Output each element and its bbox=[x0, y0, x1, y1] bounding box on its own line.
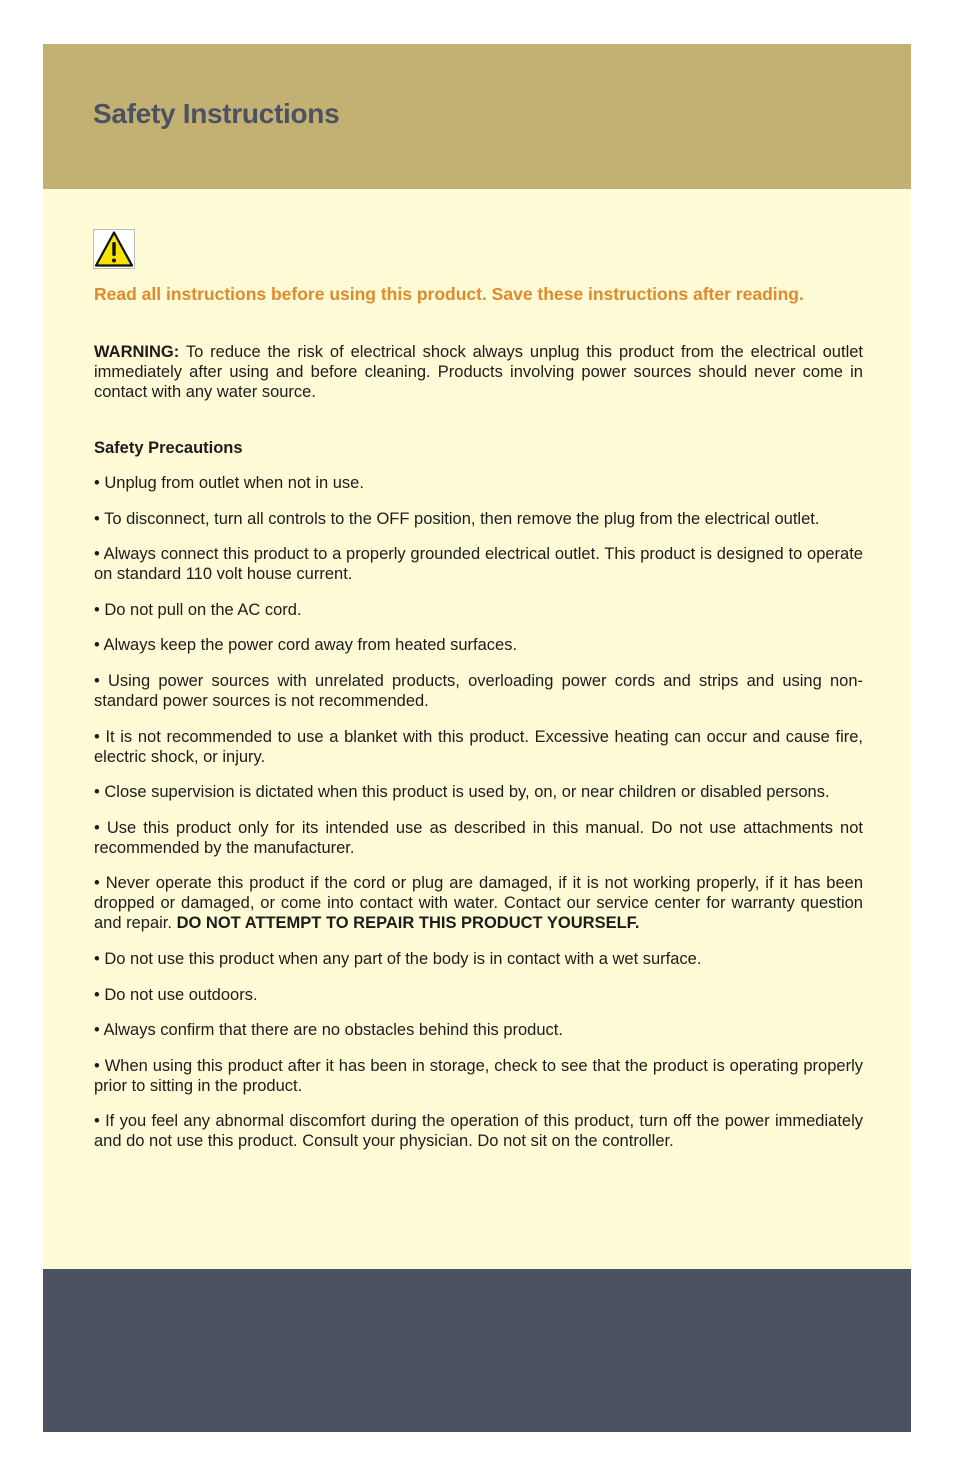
list-item: • To disconnect, turn all controls to the OFF position, then remove the plug from the electrical outlet. bbox=[94, 509, 820, 528]
list-item: • Unplug from outlet when not in use. bbox=[94, 474, 364, 492]
list-item: • If you feel any abnormal discomfort during the operation of this product, turn off the power immediately and do not use this product. Consult your physician. Do not sit on the controller. bbox=[94, 1112, 863, 1151]
list-item: • When using this product after it has been in storage, check to see that the product is operating properly prior to sitting in the product. bbox=[94, 1056, 863, 1095]
list-item: • It is not recommended to use a blanket with this product. Excessive heating can occur and cause fire, electric shock, or injury. bbox=[94, 727, 863, 766]
header-band bbox=[43, 44, 911, 189]
content-area bbox=[94, 229, 863, 1167]
safety-precautions-heading: Safety Precautions bbox=[94, 439, 243, 457]
warning-paragraph bbox=[94, 342, 863, 402]
list-item: • Do not use this product when any part of the body is in contact with a wet surface. bbox=[94, 949, 702, 968]
list-item: • Always confirm that there are no obstacles behind this product. bbox=[94, 1021, 563, 1040]
warning-label: WARNING: bbox=[94, 343, 180, 361]
read-instructions-notice: Read all instructions before using this product. Save these instructions after reading. bbox=[94, 284, 804, 304]
list-item: • Use this product only for its intended use as described in this manual. Do not use attachments not recommended by the manufacturer. bbox=[94, 818, 863, 857]
repair-emphasis: DO NOT ATTEMPT TO REPAIR THIS PRODUCT YOURSELF. bbox=[176, 914, 640, 933]
list-item: • Using power sources with unrelated products, overloading power cords and strips and using non-standard power sources is not recommended. bbox=[94, 671, 863, 710]
list-item: • Close supervision is dictated when this product is used by, on, or near children or disabled persons. bbox=[94, 783, 830, 802]
precautions-list bbox=[94, 473, 863, 1151]
warning-triangle-icon bbox=[93, 229, 135, 269]
list-item: • Do not use outdoors. bbox=[94, 985, 258, 1004]
document-page bbox=[43, 44, 911, 1432]
list-item: • Always connect this product to a properly grounded electrical outlet. This product is designed to operate on standard 110 volt house current. bbox=[94, 545, 863, 584]
list-item: • Always keep the power cord away from heated surfaces. bbox=[94, 636, 518, 655]
list-item-repair bbox=[94, 873, 863, 933]
list-item: • Do not pull on the AC cord. bbox=[94, 600, 302, 619]
footer-band bbox=[43, 1269, 911, 1432]
page-title: Safety Instructions bbox=[93, 98, 340, 129]
repair-text: • Never operate this product if the cord or plug are damaged, if it is not working properly, if it has been dropped or damaged, or come into contact with water. Contact our service center for warranty question and repair. bbox=[94, 874, 863, 933]
warning-text: To reduce the risk of electrical shock always unplug this product from the electrical outlet immediately after using and before cleaning. Products involving power sources should never come in contact with any water source. bbox=[94, 343, 863, 401]
